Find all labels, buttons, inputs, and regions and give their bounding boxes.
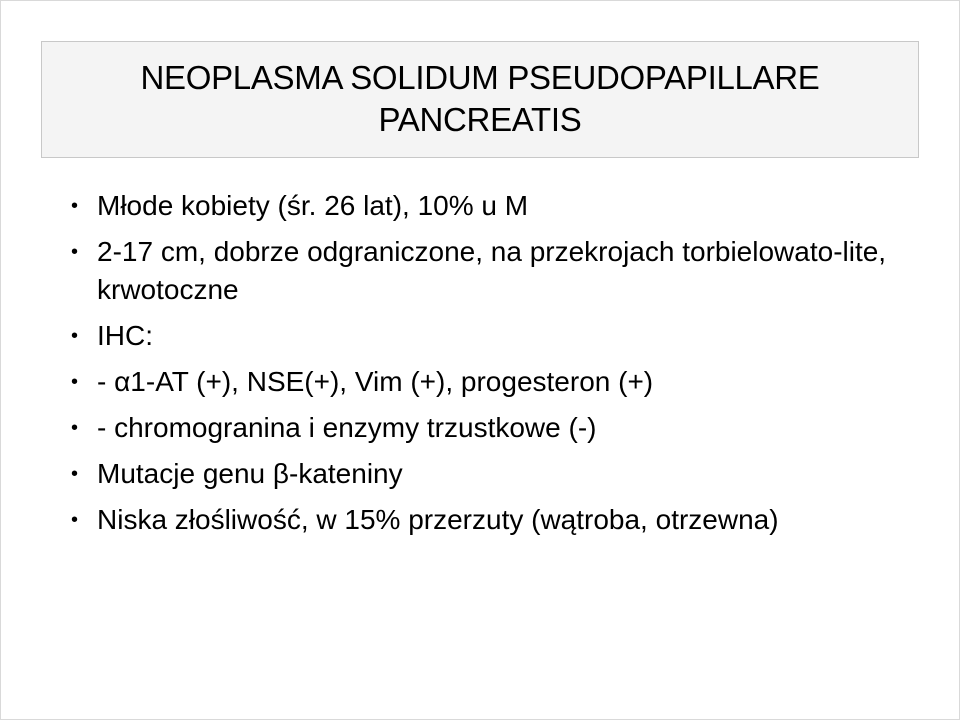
bullet-dot-icon: • [71,371,79,393]
title-box [41,41,919,158]
bullet-text: 2-17 cm, dobrze odgraniczone, na przekrojach torbielowato-lite, krwotoczne [97,236,887,305]
bullet-text: - chromogranina i enzymy trzustkowe (-) [97,412,597,443]
bullet-item [71,501,931,539]
bullet-dot-icon: • [71,195,79,217]
bullet-text: Niska złośliwość, w 15% przerzuty (wątroba, otrzewna) [97,504,779,535]
bullet-dot-icon: • [71,463,79,485]
slide-title-line-2: PANCREATIS [378,101,582,138]
bullet-text: IHC: [97,320,153,351]
slide-title-line-1: NEOPLASMA SOLIDUM PSEUDOPAPILLARE [140,59,820,96]
bullet-item [71,317,931,355]
bullet-list [71,187,931,547]
bullet-dot-icon: • [71,509,79,531]
bullet-item [71,409,931,447]
bullet-dot-icon: • [71,325,79,347]
bullet-item [71,233,931,309]
bullet-item [71,363,931,401]
bullet-text: Młode kobiety (śr. 26 lat), 10% u M [97,190,529,221]
bullet-dot-icon: • [71,417,79,439]
bullet-item [71,187,931,225]
bullet-text: - α1-AT (+), NSE(+), Vim (+), progesteron (+) [97,366,654,397]
bullet-item [71,455,931,493]
bullet-text: Mutacje genu β-kateniny [97,458,403,489]
bullet-dot-icon: • [71,241,79,263]
